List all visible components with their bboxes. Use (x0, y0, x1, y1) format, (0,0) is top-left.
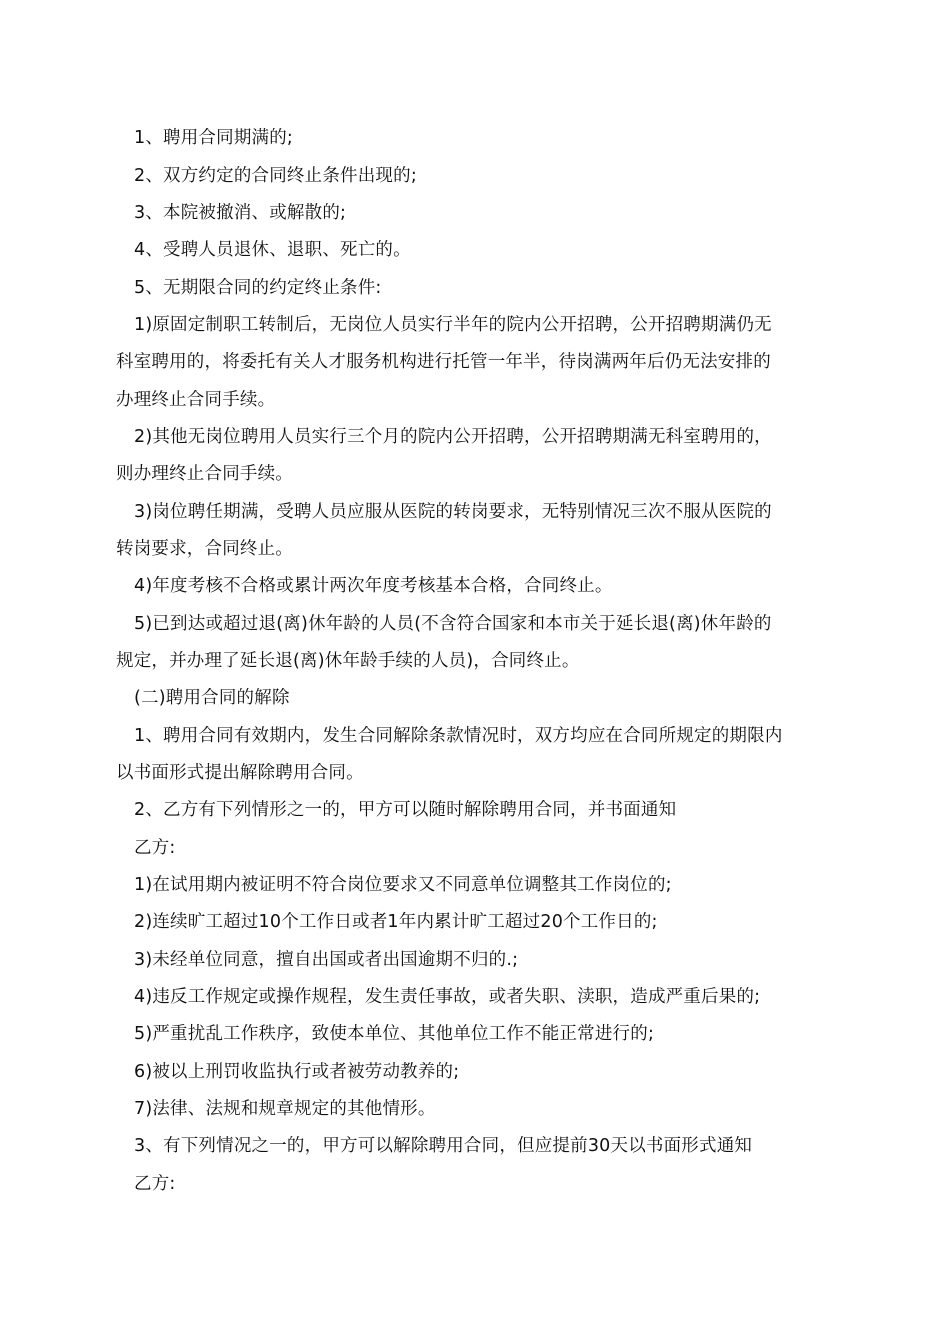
text-line: 4)年度考核不合格或累计两次年度考核基本合格，合同终止。 (134, 576, 613, 596)
text-line: 乙方: (134, 838, 176, 858)
text-line: 3、有下列情况之一的，甲方可以解除聘用合同，但应提前30天以书面形式通知 (134, 1136, 753, 1156)
text-line: 1)原固定制职工转制后，无岗位人员实行半年的院内公开招聘，公开招聘期满仍无 (134, 315, 772, 335)
text-line: 6)被以上刑罚收监执行或者被劳动教养的; (134, 1062, 460, 1082)
text-line: 2、双方约定的合同终止条件出现的; (134, 166, 417, 186)
text-line: 规定，并办理了延长退(离)休年龄手续的人员)，合同终止。 (116, 651, 580, 671)
text-line: 2)其他无岗位聘用人员实行三个月的院内公开招聘，公开招聘期满无科室聘用的， (134, 427, 772, 447)
text-line: 2)连续旷工超过10个工作日或者1年内累计旷工超过20个工作日的; (134, 912, 658, 932)
text-line: 科室聘用的，将委托有关人才服务机构进行托管一年半，待岗满两年后仍无法安排的 (116, 352, 771, 372)
text-line: 1、聘用合同有效期内，发生合同解除条款情况时，双方均应在合同所规定的期限内 (134, 726, 783, 746)
text-line: 5)已到达或超过退(离)休年龄的人员(不含符合国家和本市关于延长退(离)休年龄的 (134, 614, 772, 634)
text-line: 3、本院被撤消、或解散的; (134, 203, 347, 223)
text-line: 5、无期限合同的约定终止条件: (134, 278, 382, 298)
text-line: 1)在试用期内被证明不符合岗位要求又不同意单位调整其工作岗位的; (134, 875, 672, 895)
section-heading: (二)聘用合同的解除 (134, 688, 290, 708)
text-line: 1、聘用合同期满的; (134, 128, 294, 148)
text-line: 乙方: (134, 1174, 176, 1194)
text-line: 则办理终止合同手续。 (116, 464, 293, 484)
text-line: 5)严重扰乱工作秩序，致使本单位、其他单位工作不能正常进行的; (134, 1024, 655, 1044)
text-line: 办理终止合同手续。 (116, 390, 276, 410)
text-line: 以书面形式提出解除聘用合同。 (116, 763, 364, 783)
text-line: 3)未经单位同意，擅自出国或者出国逾期不归的.; (134, 950, 519, 970)
text-line: 4)违反工作规定或操作规程，发生责任事故，或者失职、渎职，造成严重后果的; (134, 987, 761, 1007)
text-line: 2、乙方有下列情形之一的，甲方可以随时解除聘用合同，并书面通知 (134, 800, 677, 820)
text-line: 3)岗位聘任期满，受聘人员应服从医院的转岗要求，无特别情况三次不服从医院的 (134, 502, 772, 522)
text-line: 7)法律、法规和规章规定的其他情形。 (134, 1099, 436, 1119)
text-line: 4、受聘人员退休、退职、死亡的。 (134, 240, 411, 260)
text-line: 转岗要求，合同终止。 (116, 539, 293, 559)
